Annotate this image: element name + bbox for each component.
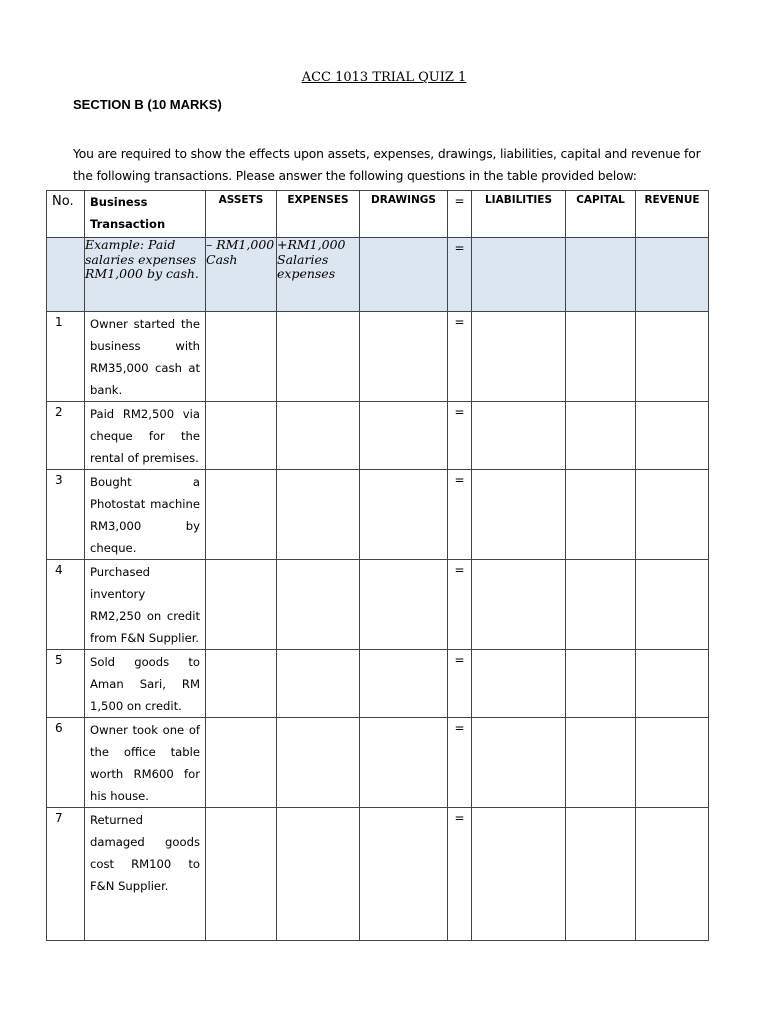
answer-expenses[interactable] [277,312,360,402]
instructions-paragraph: You are required to show the effects upon assets, expenses, drawings, liabilities, capital and revenue for the following transactions. Please answer the following questions in the table provided below: [73,147,701,183]
row-transaction: Paid RM2,500 via cheque for the rental of premises. [85,402,206,470]
answer-expenses[interactable] [277,650,360,718]
table-header-row [47,191,709,238]
answer-expenses[interactable] [277,402,360,470]
example-assets: – RM1,000 Cash [206,238,277,312]
row-equals: = [448,402,472,470]
row-equals: = [448,560,472,650]
header-revenue: REVENUE [636,191,709,238]
row-equals: = [448,312,472,402]
answer-drawings[interactable] [360,718,448,808]
answer-assets[interactable] [206,402,277,470]
answer-revenue[interactable] [636,312,709,402]
answer-drawings[interactable] [360,560,448,650]
answer-revenue[interactable] [636,808,709,941]
row-transaction: Sold goods to Aman Sari, RM 1,500 on credit. [85,650,206,718]
answer-drawings[interactable] [360,650,448,718]
answer-revenue[interactable] [636,718,709,808]
row-equals: = [448,718,472,808]
table-row [47,718,709,808]
transaction-table [46,190,709,941]
answer-assets[interactable] [206,650,277,718]
answer-capital[interactable] [566,560,636,650]
header-liabilities: LIABILITIES [472,191,566,238]
answer-assets[interactable] [206,560,277,650]
answer-expenses[interactable] [277,470,360,560]
header-drawings: DRAWINGS [360,191,448,238]
answer-capital[interactable] [566,650,636,718]
header-business-transaction: Business Transaction [85,191,206,238]
answer-liabilities[interactable] [472,650,566,718]
table-row [47,312,709,402]
header-equals: = [448,191,472,238]
answer-capital[interactable] [566,718,636,808]
answer-liabilities[interactable] [472,470,566,560]
example-no-cell [47,238,85,312]
answer-expenses[interactable] [277,718,360,808]
row-number: 2 [47,402,85,470]
header-assets: ASSETS [206,191,277,238]
row-number: 6 [47,718,85,808]
quiz-title: ACC 1013 TRIAL QUIZ 1 [301,70,467,85]
example-revenue-cell [636,238,709,312]
example-row [47,238,709,312]
row-number: 3 [47,470,85,560]
answer-liabilities[interactable] [472,402,566,470]
row-number: 5 [47,650,85,718]
table-row [47,650,709,718]
row-transaction: Bought a Photostat machine RM3,000 by cheque. [85,470,206,560]
answer-assets[interactable] [206,470,277,560]
row-transaction: Owner started the business with RM35,000 cash at bank. [85,312,206,402]
answer-revenue[interactable] [636,470,709,560]
answer-liabilities[interactable] [472,560,566,650]
answer-capital[interactable] [566,402,636,470]
table-row [47,808,709,941]
answer-liabilities[interactable] [472,808,566,941]
answer-expenses[interactable] [277,808,360,941]
answer-assets[interactable] [206,808,277,941]
example-drawings-cell [360,238,448,312]
row-number: 1 [47,312,85,402]
answer-assets[interactable] [206,312,277,402]
answer-revenue[interactable] [636,402,709,470]
header-capital: CAPITAL [566,191,636,238]
section-heading: SECTION B (10 MARKS) [73,97,222,112]
answer-revenue[interactable] [636,650,709,718]
answer-drawings[interactable] [360,470,448,560]
row-number: 4 [47,560,85,650]
answer-capital[interactable] [566,808,636,941]
answer-capital[interactable] [566,470,636,560]
row-transaction: Owner took one of the office table worth RM600 for his house. [85,718,206,808]
answer-liabilities[interactable] [472,718,566,808]
answer-revenue[interactable] [636,560,709,650]
answer-liabilities[interactable] [472,312,566,402]
table-row [47,470,709,560]
row-transaction: Returned damaged goods cost RM100 to F&N Supplier. [85,808,206,941]
example-transaction: Example: Paid salaries expenses RM1,000 by cash. [85,238,206,312]
example-capital-cell [566,238,636,312]
example-equals: = [448,238,472,312]
row-equals: = [448,650,472,718]
answer-capital[interactable] [566,312,636,402]
example-liabilities-cell [472,238,566,312]
header-no: No. [47,191,85,238]
row-equals: = [448,808,472,941]
row-transaction: Purchased inventory RM2,250 on credit from F&N Supplier. [85,560,206,650]
row-number: 7 [47,808,85,941]
answer-drawings[interactable] [360,808,448,941]
row-equals: = [448,470,472,560]
answer-expenses[interactable] [277,560,360,650]
example-expenses: +RM1,000 Salaries expenses [277,238,360,312]
answer-assets[interactable] [206,718,277,808]
header-expenses: EXPENSES [277,191,360,238]
table-row [47,560,709,650]
answer-drawings[interactable] [360,312,448,402]
answer-drawings[interactable] [360,402,448,470]
table-row [47,402,709,470]
